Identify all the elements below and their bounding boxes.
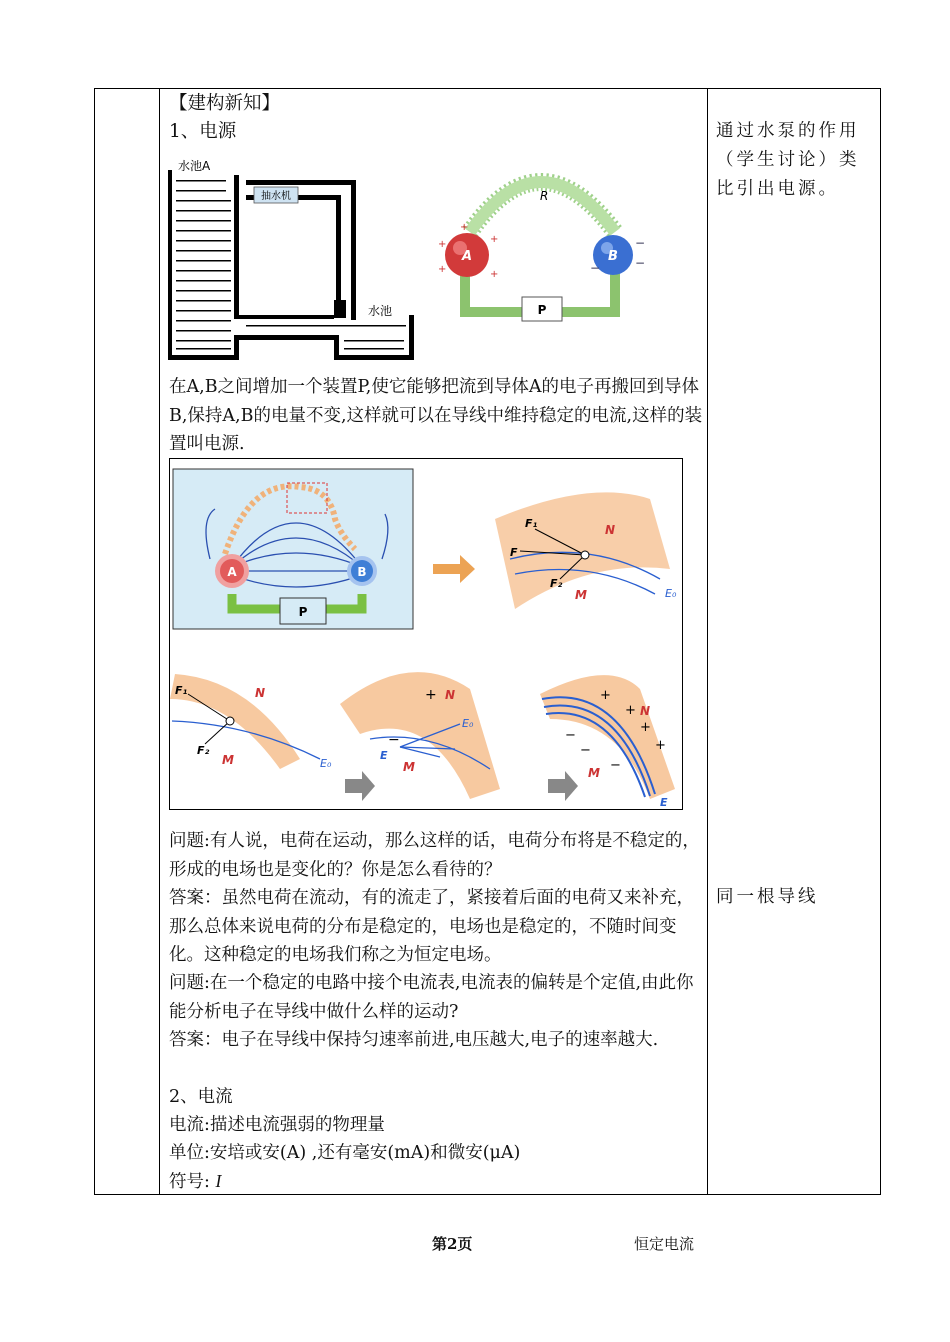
pool-b-label: 水池 xyxy=(368,304,393,318)
section-heading: 【建构新知】 xyxy=(169,93,281,114)
fig2-m-mid: M xyxy=(403,760,415,774)
svg-text:−: − xyxy=(388,732,400,748)
current-unit: 单位:安培或安(A) ,还有毫安(mA)和微安(μA) xyxy=(169,1143,521,1163)
fig2-n-top: N xyxy=(605,523,616,537)
svg-text:+: + xyxy=(425,687,437,703)
svg-text:+: + xyxy=(438,239,447,250)
page-number: 第2页 xyxy=(432,1235,473,1253)
svg-text:−: − xyxy=(635,236,646,250)
wire-label-r: R xyxy=(540,189,549,203)
svg-text:−: − xyxy=(565,728,576,743)
device-label-p: P xyxy=(537,303,547,317)
fig2-f2-left: F₂ xyxy=(197,744,210,757)
note-same-wire: 同一根导线 xyxy=(716,887,819,907)
subsection-power-source: 1、电源 xyxy=(169,121,237,142)
fig2-m-left: M xyxy=(222,753,234,767)
fig2-n-mid: N xyxy=(445,688,456,702)
fig2-sphere-a: A xyxy=(227,565,237,579)
answer-1: 答案：虽然电荷在流动，有的流走了，紧接着后面的电荷又来补充，那么总体来说电荷的分布是稳定的，电场也是稳定的，不随时间变化。这种稳定的电场我们称之为恒定电场。 xyxy=(169,888,694,965)
power-source-paragraph: 在A,B之间增加一个装置P,使它能够把流到导体A的电子再搬回到导体B,保持A,B的电量不变,这样就可以在导线中维持稳定的电流,这样的装置叫电源. xyxy=(169,377,703,454)
fig2-f1-left: F₁ xyxy=(175,684,188,697)
column-divider-left xyxy=(159,89,160,1194)
fig2-n-right: N xyxy=(640,704,651,718)
fig2-e0-mid: E₀ xyxy=(462,717,474,730)
fig2-device-label: P xyxy=(298,605,308,619)
current-symbol: I xyxy=(215,1171,222,1191)
column-divider-right xyxy=(707,89,708,1194)
fig2-m-right: M xyxy=(588,766,600,780)
svg-text:−: − xyxy=(590,261,601,275)
fig2-e-mid: E xyxy=(380,749,388,762)
svg-text:+: + xyxy=(460,222,469,233)
answer-2: 答案：电子在导线中保持匀速率前进,电压越大,电子的速率越大. xyxy=(169,1030,659,1050)
fig2-sphere-b: B xyxy=(357,565,367,579)
svg-text:−: − xyxy=(580,743,591,758)
current-definition: 电流:描述电流强弱的物理量 xyxy=(169,1115,385,1135)
current-heading: 2、电流 xyxy=(169,1087,233,1107)
water-pump-diagram xyxy=(166,150,416,365)
svg-text:−: − xyxy=(635,256,646,270)
svg-text:−: − xyxy=(610,758,621,773)
svg-text:+: + xyxy=(490,269,499,280)
footer-title: 恒定电流 xyxy=(634,1235,695,1253)
fig2-m-top: M xyxy=(575,588,587,602)
question-1: 问题:有人说，电荷在运动，那么这样的话，电荷分布将是不稳定的，形成的电场也是变化的？你是怎么看待的？ xyxy=(169,831,700,880)
svg-text:+: + xyxy=(640,720,651,735)
pool-a-label: 水池A xyxy=(178,159,211,173)
svg-text:+: + xyxy=(625,703,636,718)
sphere-a-label: A xyxy=(461,249,473,264)
sphere-b-label: B xyxy=(608,249,618,264)
current-symbol-label: 符号: xyxy=(169,1172,216,1192)
circuit-analogy-diagram xyxy=(430,152,655,327)
svg-text:+: + xyxy=(490,234,499,245)
fig2-e0-left: E₀ xyxy=(320,757,332,770)
current-symbol-line xyxy=(169,1167,704,1197)
pump-label: 抽水机 xyxy=(261,191,291,202)
electric-field-diagram xyxy=(169,458,683,810)
fig2-f1-top: F₁ xyxy=(525,517,538,530)
svg-text:+: + xyxy=(600,688,611,703)
svg-text:+: + xyxy=(438,264,447,275)
note-pump-analogy: 通过水泵的作用（学生讨论）类比引出电源。 xyxy=(716,121,860,199)
question-2: 问题:在一个稳定的电路中接个电流表,电流表的偏转是个定值,由此你能分析电子在导线中做什么样的运动? xyxy=(169,973,694,1022)
svg-text:+: + xyxy=(655,738,666,753)
fig2-e0-top: E₀ xyxy=(665,587,677,600)
fig2-f-top: F xyxy=(510,546,518,559)
fig2-f2-top: F₂ xyxy=(550,577,563,590)
fig2-n-left: N xyxy=(255,686,266,700)
fig2-e-right: E xyxy=(660,796,668,808)
